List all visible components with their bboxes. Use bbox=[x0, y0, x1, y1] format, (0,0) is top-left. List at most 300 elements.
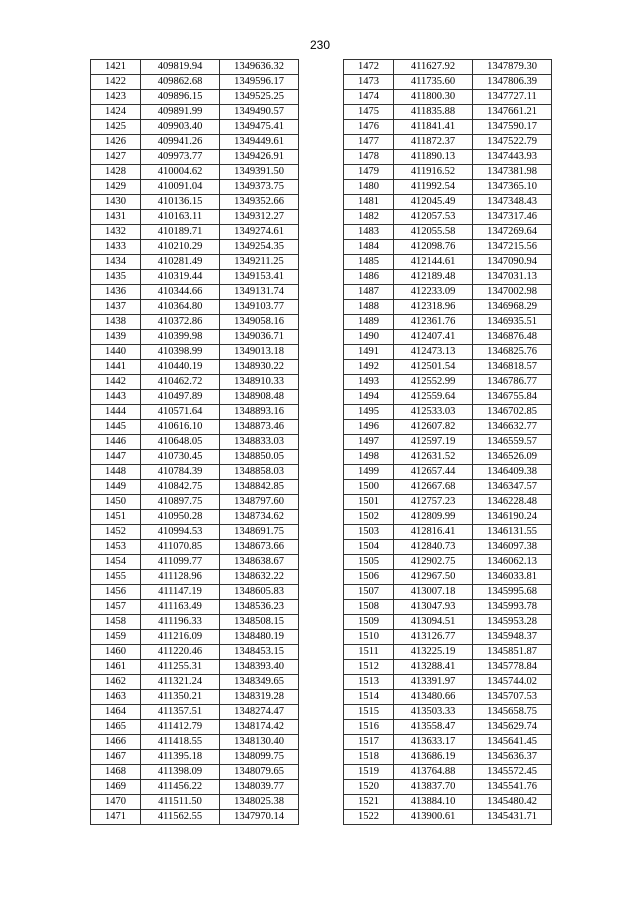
point-number-cell: 1490 bbox=[344, 330, 394, 345]
point-number-cell: 1453 bbox=[91, 540, 141, 555]
point-number-cell: 1431 bbox=[91, 210, 141, 225]
point-number-cell: 1461 bbox=[91, 660, 141, 675]
x-coordinate-cell: 411418.55 bbox=[141, 735, 220, 750]
y-coordinate-cell: 1349274.61 bbox=[220, 225, 299, 240]
y-coordinate-cell: 1347443.93 bbox=[473, 150, 552, 165]
x-coordinate-cell: 413225.19 bbox=[394, 645, 473, 660]
table-row bbox=[91, 375, 299, 390]
y-coordinate-cell: 1348797.60 bbox=[220, 495, 299, 510]
point-number-cell: 1476 bbox=[344, 120, 394, 135]
y-coordinate-cell: 1348130.40 bbox=[220, 735, 299, 750]
x-coordinate-cell: 412473.13 bbox=[394, 345, 473, 360]
y-coordinate-cell: 1347522.79 bbox=[473, 135, 552, 150]
x-coordinate-cell: 412631.52 bbox=[394, 450, 473, 465]
point-number-cell: 1458 bbox=[91, 615, 141, 630]
y-coordinate-cell: 1346876.48 bbox=[473, 330, 552, 345]
y-coordinate-cell: 1348873.46 bbox=[220, 420, 299, 435]
point-number-cell: 1495 bbox=[344, 405, 394, 420]
point-number-cell: 1469 bbox=[91, 780, 141, 795]
point-number-cell: 1513 bbox=[344, 675, 394, 690]
table-row bbox=[344, 720, 552, 735]
table-row bbox=[91, 705, 299, 720]
table-row bbox=[91, 225, 299, 240]
x-coordinate-cell: 410994.53 bbox=[141, 525, 220, 540]
x-coordinate-cell: 413288.41 bbox=[394, 660, 473, 675]
point-number-cell: 1482 bbox=[344, 210, 394, 225]
point-number-cell: 1497 bbox=[344, 435, 394, 450]
x-coordinate-cell: 411099.77 bbox=[141, 555, 220, 570]
x-coordinate-cell: 409896.15 bbox=[141, 90, 220, 105]
table-row bbox=[91, 810, 299, 825]
y-coordinate-cell: 1349475.41 bbox=[220, 120, 299, 135]
table-row bbox=[344, 630, 552, 645]
x-coordinate-cell: 413126.77 bbox=[394, 630, 473, 645]
y-coordinate-cell: 1347269.64 bbox=[473, 225, 552, 240]
table-row bbox=[344, 240, 552, 255]
y-coordinate-cell: 1349312.27 bbox=[220, 210, 299, 225]
table-row bbox=[91, 120, 299, 135]
table-row bbox=[344, 660, 552, 675]
point-number-cell: 1423 bbox=[91, 90, 141, 105]
y-coordinate-cell: 1349373.75 bbox=[220, 180, 299, 195]
y-coordinate-cell: 1345778.84 bbox=[473, 660, 552, 675]
point-number-cell: 1428 bbox=[91, 165, 141, 180]
point-number-cell: 1447 bbox=[91, 450, 141, 465]
x-coordinate-cell: 412318.96 bbox=[394, 300, 473, 315]
x-coordinate-cell: 413391.97 bbox=[394, 675, 473, 690]
point-number-cell: 1511 bbox=[344, 645, 394, 660]
table-row bbox=[91, 555, 299, 570]
point-number-cell: 1466 bbox=[91, 735, 141, 750]
table-row bbox=[91, 750, 299, 765]
y-coordinate-cell: 1348480.19 bbox=[220, 630, 299, 645]
x-coordinate-cell: 410440.19 bbox=[141, 360, 220, 375]
table-row bbox=[344, 300, 552, 315]
x-coordinate-cell: 412667.68 bbox=[394, 480, 473, 495]
x-coordinate-cell: 412501.54 bbox=[394, 360, 473, 375]
x-coordinate-cell: 413503.33 bbox=[394, 705, 473, 720]
point-number-cell: 1489 bbox=[344, 315, 394, 330]
y-coordinate-cell: 1345707.53 bbox=[473, 690, 552, 705]
point-number-cell: 1506 bbox=[344, 570, 394, 585]
y-coordinate-cell: 1349596.17 bbox=[220, 75, 299, 90]
x-coordinate-cell: 410497.89 bbox=[141, 390, 220, 405]
point-number-cell: 1509 bbox=[344, 615, 394, 630]
table-row bbox=[91, 600, 299, 615]
table-row bbox=[91, 585, 299, 600]
y-coordinate-cell: 1346409.38 bbox=[473, 465, 552, 480]
x-coordinate-cell: 412552.99 bbox=[394, 375, 473, 390]
table-row bbox=[344, 150, 552, 165]
x-coordinate-cell: 411456.22 bbox=[141, 780, 220, 795]
table-row bbox=[91, 405, 299, 420]
table-row bbox=[344, 450, 552, 465]
point-number-cell: 1491 bbox=[344, 345, 394, 360]
point-number-cell: 1478 bbox=[344, 150, 394, 165]
point-number-cell: 1424 bbox=[91, 105, 141, 120]
x-coordinate-cell: 410730.45 bbox=[141, 450, 220, 465]
x-coordinate-cell: 411835.88 bbox=[394, 105, 473, 120]
y-coordinate-cell: 1346062.13 bbox=[473, 555, 552, 570]
table-row bbox=[91, 165, 299, 180]
x-coordinate-cell: 410091.04 bbox=[141, 180, 220, 195]
table-row bbox=[344, 765, 552, 780]
point-number-cell: 1429 bbox=[91, 180, 141, 195]
x-coordinate-cell: 410648.05 bbox=[141, 435, 220, 450]
y-coordinate-cell: 1346347.57 bbox=[473, 480, 552, 495]
point-number-cell: 1504 bbox=[344, 540, 394, 555]
x-coordinate-cell: 411562.55 bbox=[141, 810, 220, 825]
y-coordinate-cell: 1346702.85 bbox=[473, 405, 552, 420]
table-row bbox=[344, 405, 552, 420]
x-coordinate-cell: 410399.98 bbox=[141, 330, 220, 345]
x-coordinate-cell: 413633.17 bbox=[394, 735, 473, 750]
point-number-cell: 1427 bbox=[91, 150, 141, 165]
point-number-cell: 1444 bbox=[91, 405, 141, 420]
point-number-cell: 1436 bbox=[91, 285, 141, 300]
point-number-cell: 1494 bbox=[344, 390, 394, 405]
point-number-cell: 1459 bbox=[91, 630, 141, 645]
point-number-cell: 1474 bbox=[344, 90, 394, 105]
x-coordinate-cell: 409941.26 bbox=[141, 135, 220, 150]
table-row bbox=[344, 285, 552, 300]
table-row bbox=[344, 180, 552, 195]
y-coordinate-cell: 1346632.77 bbox=[473, 420, 552, 435]
point-number-cell: 1438 bbox=[91, 315, 141, 330]
y-coordinate-cell: 1348025.38 bbox=[220, 795, 299, 810]
table-row bbox=[344, 375, 552, 390]
x-coordinate-cell: 411350.21 bbox=[141, 690, 220, 705]
table-row bbox=[344, 360, 552, 375]
table-row bbox=[344, 420, 552, 435]
y-coordinate-cell: 1348508.15 bbox=[220, 615, 299, 630]
x-coordinate-cell: 411220.46 bbox=[141, 645, 220, 660]
y-coordinate-cell: 1348908.48 bbox=[220, 390, 299, 405]
x-coordinate-cell: 412233.09 bbox=[394, 285, 473, 300]
x-coordinate-cell: 413558.47 bbox=[394, 720, 473, 735]
point-number-cell: 1517 bbox=[344, 735, 394, 750]
x-coordinate-cell: 411255.31 bbox=[141, 660, 220, 675]
y-coordinate-cell: 1348691.75 bbox=[220, 525, 299, 540]
table-row bbox=[91, 765, 299, 780]
point-number-cell: 1473 bbox=[344, 75, 394, 90]
table-row bbox=[91, 255, 299, 270]
x-coordinate-cell: 409819.94 bbox=[141, 60, 220, 75]
point-number-cell: 1426 bbox=[91, 135, 141, 150]
table-row bbox=[91, 75, 299, 90]
y-coordinate-cell: 1348274.47 bbox=[220, 705, 299, 720]
point-number-cell: 1467 bbox=[91, 750, 141, 765]
table-row bbox=[344, 120, 552, 135]
table-row bbox=[344, 210, 552, 225]
point-number-cell: 1483 bbox=[344, 225, 394, 240]
table-row bbox=[344, 90, 552, 105]
x-coordinate-cell: 410163.11 bbox=[141, 210, 220, 225]
point-number-cell: 1484 bbox=[344, 240, 394, 255]
table-row bbox=[91, 795, 299, 810]
x-coordinate-cell: 412559.64 bbox=[394, 390, 473, 405]
point-number-cell: 1479 bbox=[344, 165, 394, 180]
table-row bbox=[344, 315, 552, 330]
table-row bbox=[344, 690, 552, 705]
x-coordinate-cell: 410189.71 bbox=[141, 225, 220, 240]
x-coordinate-cell: 412361.76 bbox=[394, 315, 473, 330]
point-number-cell: 1492 bbox=[344, 360, 394, 375]
point-number-cell: 1442 bbox=[91, 375, 141, 390]
table-row bbox=[344, 705, 552, 720]
table-row bbox=[344, 555, 552, 570]
table-row bbox=[91, 630, 299, 645]
x-coordinate-cell: 409891.99 bbox=[141, 105, 220, 120]
point-number-cell: 1503 bbox=[344, 525, 394, 540]
x-coordinate-cell: 412809.99 bbox=[394, 510, 473, 525]
table-row bbox=[91, 330, 299, 345]
table-row bbox=[344, 195, 552, 210]
point-number-cell: 1464 bbox=[91, 705, 141, 720]
table-row bbox=[344, 645, 552, 660]
y-coordinate-cell: 1349131.74 bbox=[220, 285, 299, 300]
y-coordinate-cell: 1349103.77 bbox=[220, 300, 299, 315]
table-row bbox=[344, 270, 552, 285]
x-coordinate-cell: 411196.33 bbox=[141, 615, 220, 630]
table-row bbox=[344, 345, 552, 360]
point-number-cell: 1500 bbox=[344, 480, 394, 495]
x-coordinate-cell: 411841.41 bbox=[394, 120, 473, 135]
table-row bbox=[91, 450, 299, 465]
table-row bbox=[344, 480, 552, 495]
point-number-cell: 1446 bbox=[91, 435, 141, 450]
x-coordinate-cell: 410281.49 bbox=[141, 255, 220, 270]
y-coordinate-cell: 1345744.02 bbox=[473, 675, 552, 690]
y-coordinate-cell: 1348039.77 bbox=[220, 780, 299, 795]
point-number-cell: 1488 bbox=[344, 300, 394, 315]
x-coordinate-cell: 410136.15 bbox=[141, 195, 220, 210]
y-coordinate-cell: 1348910.33 bbox=[220, 375, 299, 390]
point-number-cell: 1422 bbox=[91, 75, 141, 90]
y-coordinate-cell: 1346033.81 bbox=[473, 570, 552, 585]
x-coordinate-cell: 412533.03 bbox=[394, 405, 473, 420]
table-row bbox=[91, 540, 299, 555]
x-coordinate-cell: 410571.64 bbox=[141, 405, 220, 420]
point-number-cell: 1516 bbox=[344, 720, 394, 735]
x-coordinate-cell: 412098.76 bbox=[394, 240, 473, 255]
page-number: 230 bbox=[309, 38, 331, 52]
x-coordinate-cell: 413686.19 bbox=[394, 750, 473, 765]
y-coordinate-cell: 1347727.11 bbox=[473, 90, 552, 105]
y-coordinate-cell: 1349013.18 bbox=[220, 345, 299, 360]
y-coordinate-cell: 1348842.85 bbox=[220, 480, 299, 495]
y-coordinate-cell: 1345658.75 bbox=[473, 705, 552, 720]
y-coordinate-cell: 1348349.65 bbox=[220, 675, 299, 690]
point-number-cell: 1472 bbox=[344, 60, 394, 75]
table-row bbox=[91, 360, 299, 375]
table-row bbox=[344, 540, 552, 555]
y-coordinate-cell: 1346228.48 bbox=[473, 495, 552, 510]
y-coordinate-cell: 1348319.28 bbox=[220, 690, 299, 705]
y-coordinate-cell: 1348536.23 bbox=[220, 600, 299, 615]
table-row bbox=[344, 600, 552, 615]
table-row bbox=[344, 390, 552, 405]
x-coordinate-cell: 412967.50 bbox=[394, 570, 473, 585]
y-coordinate-cell: 1348734.62 bbox=[220, 510, 299, 525]
y-coordinate-cell: 1348099.75 bbox=[220, 750, 299, 765]
table-row bbox=[344, 435, 552, 450]
table-row bbox=[91, 645, 299, 660]
table-row bbox=[344, 105, 552, 120]
y-coordinate-cell: 1347002.98 bbox=[473, 285, 552, 300]
x-coordinate-cell: 409862.68 bbox=[141, 75, 220, 90]
x-coordinate-cell: 413094.51 bbox=[394, 615, 473, 630]
y-coordinate-cell: 1349058.16 bbox=[220, 315, 299, 330]
x-coordinate-cell: 411412.79 bbox=[141, 720, 220, 735]
x-coordinate-cell: 410784.39 bbox=[141, 465, 220, 480]
table-row bbox=[344, 465, 552, 480]
y-coordinate-cell: 1345641.45 bbox=[473, 735, 552, 750]
x-coordinate-cell: 410344.66 bbox=[141, 285, 220, 300]
y-coordinate-cell: 1347031.13 bbox=[473, 270, 552, 285]
point-number-cell: 1455 bbox=[91, 570, 141, 585]
table-row bbox=[91, 420, 299, 435]
y-coordinate-cell: 1348638.67 bbox=[220, 555, 299, 570]
coordinates-table-right bbox=[343, 59, 552, 825]
y-coordinate-cell: 1347970.14 bbox=[220, 810, 299, 825]
point-number-cell: 1477 bbox=[344, 135, 394, 150]
x-coordinate-cell: 411216.09 bbox=[141, 630, 220, 645]
x-coordinate-cell: 410616.10 bbox=[141, 420, 220, 435]
point-number-cell: 1501 bbox=[344, 495, 394, 510]
x-coordinate-cell: 411511.50 bbox=[141, 795, 220, 810]
table-row bbox=[91, 60, 299, 75]
x-coordinate-cell: 410372.86 bbox=[141, 315, 220, 330]
y-coordinate-cell: 1349153.41 bbox=[220, 270, 299, 285]
table-row bbox=[91, 285, 299, 300]
y-coordinate-cell: 1345993.78 bbox=[473, 600, 552, 615]
point-number-cell: 1460 bbox=[91, 645, 141, 660]
y-coordinate-cell: 1346935.51 bbox=[473, 315, 552, 330]
x-coordinate-cell: 411395.18 bbox=[141, 750, 220, 765]
point-number-cell: 1454 bbox=[91, 555, 141, 570]
y-coordinate-cell: 1346559.57 bbox=[473, 435, 552, 450]
y-coordinate-cell: 1346526.09 bbox=[473, 450, 552, 465]
table-row bbox=[344, 225, 552, 240]
y-coordinate-cell: 1348850.05 bbox=[220, 450, 299, 465]
y-coordinate-cell: 1348605.83 bbox=[220, 585, 299, 600]
y-coordinate-cell: 1345995.68 bbox=[473, 585, 552, 600]
table-row bbox=[91, 510, 299, 525]
point-number-cell: 1450 bbox=[91, 495, 141, 510]
point-number-cell: 1435 bbox=[91, 270, 141, 285]
point-number-cell: 1445 bbox=[91, 420, 141, 435]
table-row bbox=[91, 465, 299, 480]
point-number-cell: 1432 bbox=[91, 225, 141, 240]
table-row bbox=[91, 210, 299, 225]
x-coordinate-cell: 411627.92 bbox=[394, 60, 473, 75]
y-coordinate-cell: 1345851.87 bbox=[473, 645, 552, 660]
point-number-cell: 1452 bbox=[91, 525, 141, 540]
x-coordinate-cell: 413480.66 bbox=[394, 690, 473, 705]
point-number-cell: 1451 bbox=[91, 510, 141, 525]
point-number-cell: 1518 bbox=[344, 750, 394, 765]
x-coordinate-cell: 410462.72 bbox=[141, 375, 220, 390]
table-row bbox=[344, 795, 552, 810]
table-row bbox=[91, 615, 299, 630]
x-coordinate-cell: 412840.73 bbox=[394, 540, 473, 555]
point-number-cell: 1520 bbox=[344, 780, 394, 795]
table-row bbox=[91, 315, 299, 330]
y-coordinate-cell: 1345953.28 bbox=[473, 615, 552, 630]
x-coordinate-cell: 410897.75 bbox=[141, 495, 220, 510]
table-row bbox=[91, 240, 299, 255]
point-number-cell: 1462 bbox=[91, 675, 141, 690]
y-coordinate-cell: 1345636.37 bbox=[473, 750, 552, 765]
table-row bbox=[91, 480, 299, 495]
x-coordinate-cell: 413007.18 bbox=[394, 585, 473, 600]
y-coordinate-cell: 1347381.98 bbox=[473, 165, 552, 180]
table-row bbox=[91, 90, 299, 105]
point-number-cell: 1512 bbox=[344, 660, 394, 675]
point-number-cell: 1481 bbox=[344, 195, 394, 210]
table-row bbox=[91, 570, 299, 585]
x-coordinate-cell: 412607.82 bbox=[394, 420, 473, 435]
y-coordinate-cell: 1349449.61 bbox=[220, 135, 299, 150]
table-row bbox=[344, 165, 552, 180]
point-number-cell: 1441 bbox=[91, 360, 141, 375]
table-row bbox=[91, 435, 299, 450]
point-number-cell: 1433 bbox=[91, 240, 141, 255]
x-coordinate-cell: 410210.29 bbox=[141, 240, 220, 255]
table-row bbox=[344, 330, 552, 345]
point-number-cell: 1521 bbox=[344, 795, 394, 810]
y-coordinate-cell: 1347365.10 bbox=[473, 180, 552, 195]
y-coordinate-cell: 1348673.66 bbox=[220, 540, 299, 555]
x-coordinate-cell: 411890.13 bbox=[394, 150, 473, 165]
x-coordinate-cell: 411916.52 bbox=[394, 165, 473, 180]
y-coordinate-cell: 1345480.42 bbox=[473, 795, 552, 810]
x-coordinate-cell: 411070.85 bbox=[141, 540, 220, 555]
x-coordinate-cell: 410398.99 bbox=[141, 345, 220, 360]
point-number-cell: 1440 bbox=[91, 345, 141, 360]
y-coordinate-cell: 1348453.15 bbox=[220, 645, 299, 660]
point-number-cell: 1486 bbox=[344, 270, 394, 285]
y-coordinate-cell: 1345572.45 bbox=[473, 765, 552, 780]
table-row bbox=[344, 615, 552, 630]
x-coordinate-cell: 412055.58 bbox=[394, 225, 473, 240]
y-coordinate-cell: 1349636.32 bbox=[220, 60, 299, 75]
point-number-cell: 1487 bbox=[344, 285, 394, 300]
point-number-cell: 1522 bbox=[344, 810, 394, 825]
y-coordinate-cell: 1346825.76 bbox=[473, 345, 552, 360]
x-coordinate-cell: 411357.51 bbox=[141, 705, 220, 720]
point-number-cell: 1456 bbox=[91, 585, 141, 600]
point-number-cell: 1448 bbox=[91, 465, 141, 480]
table-row bbox=[91, 135, 299, 150]
point-number-cell: 1430 bbox=[91, 195, 141, 210]
point-number-cell: 1505 bbox=[344, 555, 394, 570]
point-number-cell: 1507 bbox=[344, 585, 394, 600]
y-coordinate-cell: 1346190.24 bbox=[473, 510, 552, 525]
x-coordinate-cell: 411128.96 bbox=[141, 570, 220, 585]
x-coordinate-cell: 412816.41 bbox=[394, 525, 473, 540]
x-coordinate-cell: 409973.77 bbox=[141, 150, 220, 165]
table-row bbox=[91, 390, 299, 405]
y-coordinate-cell: 1347348.43 bbox=[473, 195, 552, 210]
y-coordinate-cell: 1349426.91 bbox=[220, 150, 299, 165]
y-coordinate-cell: 1345948.37 bbox=[473, 630, 552, 645]
y-coordinate-cell: 1348079.65 bbox=[220, 765, 299, 780]
y-coordinate-cell: 1346786.77 bbox=[473, 375, 552, 390]
y-coordinate-cell: 1348858.03 bbox=[220, 465, 299, 480]
x-coordinate-cell: 410842.75 bbox=[141, 480, 220, 495]
